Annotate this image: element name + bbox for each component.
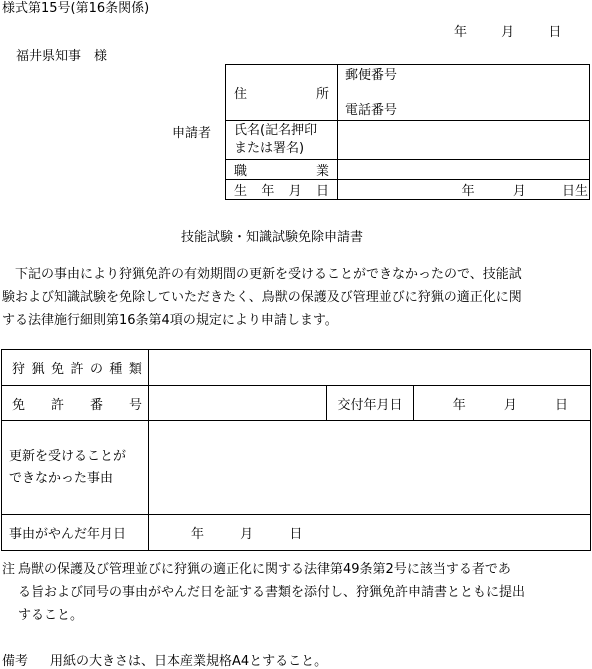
license-number-char-3: 番 [89,397,103,413]
license-type-label-cell [2,350,149,386]
reason-label-line1: 更新を受けることが [9,448,127,464]
resolved-month-unit: 月 [240,527,254,542]
birth-label-char-2: 年 [261,184,275,199]
birth-year-unit: 年 [461,184,475,199]
issue-day-unit: 日 [555,397,569,413]
license-number-char-4: 号 [128,397,142,413]
occupation-label-cell [226,160,338,180]
postal-label: 郵便番号 [345,68,398,83]
birth-label-char-4: 日 [315,184,329,199]
addressee: 福井県知事 様 [16,49,108,64]
body-line-3: する法律施行細則第16条第4項の規定により申請します。 [2,313,338,328]
license-type-char-4: 許 [70,362,84,377]
name-label-cell [226,121,338,160]
resolved-date-value-cell[interactable] [149,515,591,551]
birth-label-char-3: 月 [288,184,302,199]
issue-date-value-cell[interactable] [414,386,591,421]
license-number-char-1: 免 [12,397,26,413]
name-label-line2: または署名) [234,141,305,156]
body-line-2: 験および知識試験を免除していただきたく、鳥獣の保護及び管理並びに狩猟の適正化に関 [2,290,522,305]
license-number-char-2: 許 [50,397,64,413]
issue-month-unit: 月 [503,397,517,413]
name-value-cell[interactable] [338,121,590,160]
license-type-char-5: の [89,362,103,377]
date-year-unit: 年 [454,25,468,40]
reason-value-cell[interactable] [149,421,591,515]
note-text [18,558,525,627]
address-label-left: 住 [234,87,248,102]
license-number-value-cell[interactable] [149,386,327,421]
issue-year-unit: 年 [452,397,466,413]
birth-month-unit: 月 [512,184,526,199]
address-label-right: 所 [315,87,329,102]
note-line-2: る旨および同号の事由がやんだ日を証する書類を添付し、狩猟免許申請書とともに提出 [18,585,526,600]
birth-label-char-1: 生 [234,184,248,199]
license-type-char-1: 狩 [12,362,26,377]
body-line-1: 下記の事由により狩猟免許の有効期間の更新を受けることができなかったので、技能試 [2,267,522,282]
resolved-day-unit: 日 [289,527,303,542]
address-label-cell [226,65,338,121]
applicant-table [225,64,590,200]
license-type-char-6: 種 [109,362,123,377]
remarks-text: 用紙の大きさは、日本産業規格A4とすること。 [50,654,328,669]
reason-label-cell [2,421,149,515]
form-number: 様式第15号(第16条関係) [2,1,150,16]
address-value-cell[interactable] [338,65,590,121]
resolved-date-label-cell: 事由がやんだ年月日 [2,515,149,551]
birth-label-cell [226,180,338,200]
license-type-value-cell[interactable] [149,350,591,386]
date-month-unit: 月 [501,25,515,40]
note-label: 注 [2,562,16,577]
license-type-char-7: 類 [128,362,142,377]
license-details-table [1,349,591,551]
body-text [2,263,522,332]
note-line-1: 鳥獣の保護及び管理並びに狩猟の適正化に関する法律第49条第2号に該当する者であ [18,562,511,577]
remarks-label: 備考 [2,654,29,669]
birth-value-cell[interactable] [338,180,590,200]
name-label-line1: 氏名(記名押印 [234,123,318,138]
date-line [454,26,561,39]
date-day-unit: 日 [548,25,562,40]
occupation-label-left: 職 [234,164,248,179]
license-number-label-cell [2,386,149,421]
resolved-year-unit: 年 [191,527,205,542]
birth-day-unit: 日生 [561,184,588,199]
reason-label-line2: できなかった事由 [9,470,114,486]
license-type-char-3: 免 [50,362,64,377]
occupation-label-right: 業 [315,164,329,179]
applicant-label: 申請者 [172,126,212,141]
occupation-value-cell[interactable] [338,160,590,180]
document-title: 技能試験・知識試験免除申請書 [181,230,364,245]
license-type-char-2: 猟 [31,362,45,377]
phone-label: 電話番号 [345,103,398,118]
note-line-3: すること。 [18,608,84,623]
issue-date-label-cell: 交付年月日 [327,386,414,421]
